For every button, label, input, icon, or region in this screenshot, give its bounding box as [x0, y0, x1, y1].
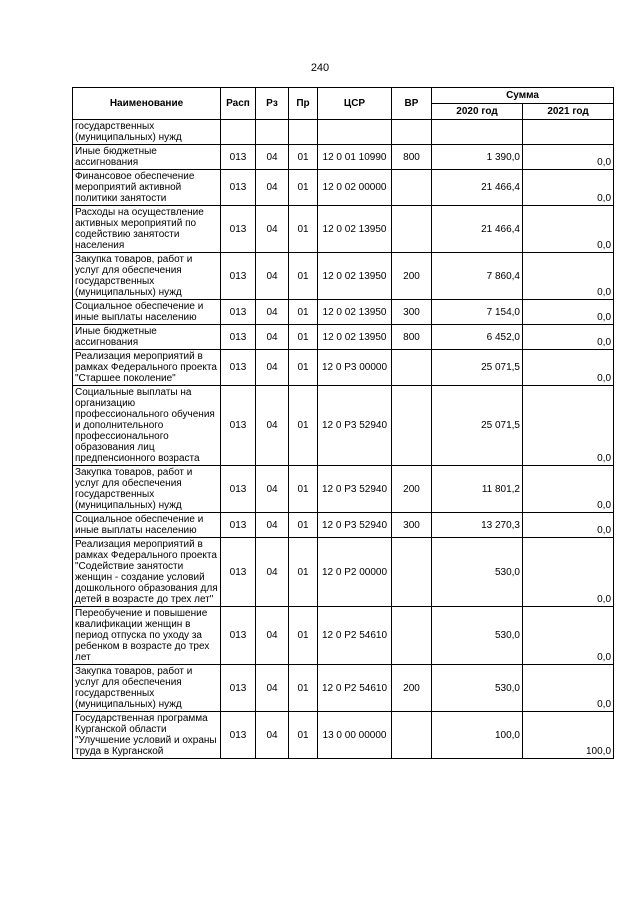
cell-rz: 04 [256, 538, 289, 607]
cell-vr [392, 170, 432, 206]
cell-2020: 11 801,2 [432, 466, 523, 513]
cell-csr [318, 120, 392, 145]
table-row [73, 253, 614, 300]
table-row [73, 206, 614, 253]
cell-name: Реализация мероприятий в рамках Федерального проекта "Содействие занятости женщин - создание условий дошкольного образования для детей в возрасте до трех лет" [73, 538, 221, 607]
cell-vr [392, 350, 432, 386]
cell-vr [392, 386, 432, 466]
cell-csr: 12 0 02 13950 [318, 325, 392, 350]
cell-pr: 01 [289, 712, 318, 759]
cell-rz: 04 [256, 300, 289, 325]
cell-2020: 530,0 [432, 607, 523, 665]
cell-2020: 21 466,4 [432, 170, 523, 206]
cell-pr: 01 [289, 466, 318, 513]
cell-2020: 530,0 [432, 665, 523, 712]
cell-2021: 0,0 [523, 325, 614, 350]
cell-csr: 12 0 01 10990 [318, 145, 392, 170]
cell-2020: 7 154,0 [432, 300, 523, 325]
header-rz: Рз [256, 88, 289, 120]
cell-2021: 0,0 [523, 145, 614, 170]
cell-pr: 01 [289, 665, 318, 712]
cell-name: Закупка товаров, работ и услуг для обеспечения государственных (муниципальных) нужд [73, 665, 221, 712]
cell-rz: 04 [256, 466, 289, 513]
cell-pr: 01 [289, 170, 318, 206]
table-row [73, 466, 614, 513]
cell-name: Социальные выплаты на организацию профессионального обучения и дополнительного профессионального образования лиц предпенсионного возраста [73, 386, 221, 466]
header-sum: Сумма [432, 88, 614, 104]
cell-csr: 12 0 P2 54610 [318, 607, 392, 665]
table-row [73, 538, 614, 607]
cell-rz: 04 [256, 513, 289, 538]
cell-2021: 0,0 [523, 350, 614, 386]
cell-rasp [221, 120, 256, 145]
cell-rz: 04 [256, 206, 289, 253]
cell-2021: 0,0 [523, 665, 614, 712]
cell-vr [392, 206, 432, 253]
cell-pr: 01 [289, 350, 318, 386]
cell-pr [289, 120, 318, 145]
cell-2020: 1 390,0 [432, 145, 523, 170]
cell-rasp: 013 [221, 253, 256, 300]
cell-csr: 12 0 P3 52940 [318, 513, 392, 538]
cell-rz: 04 [256, 607, 289, 665]
cell-2021: 0,0 [523, 170, 614, 206]
cell-rz: 04 [256, 145, 289, 170]
cell-name: Финансовое обеспечение мероприятий активной политики занятости [73, 170, 221, 206]
header-2021: 2021 год [523, 104, 614, 120]
cell-rasp: 013 [221, 665, 256, 712]
cell-rasp: 013 [221, 145, 256, 170]
cell-csr: 12 0 P3 52940 [318, 386, 392, 466]
cell-csr: 12 0 P2 00000 [318, 538, 392, 607]
cell-rasp: 013 [221, 607, 256, 665]
cell-name: Реализация мероприятий в рамках Федерального проекта "Старшее поколение" [73, 350, 221, 386]
cell-name: Закупка товаров, работ и услуг для обеспечения государственных (муниципальных) нужд [73, 253, 221, 300]
cell-name: Социальное обеспечение и иные выплаты населению [73, 300, 221, 325]
cell-pr: 01 [289, 386, 318, 466]
cell-rz: 04 [256, 386, 289, 466]
cell-vr: 200 [392, 466, 432, 513]
budget-table [72, 87, 614, 759]
cell-name: Расходы на осуществление активных мероприятий по содействию занятости населения [73, 206, 221, 253]
header-name: Наименование [73, 88, 221, 120]
table-row [73, 350, 614, 386]
cell-vr: 200 [392, 253, 432, 300]
table-row [73, 712, 614, 759]
cell-rz: 04 [256, 170, 289, 206]
cell-vr [392, 120, 432, 145]
cell-2021: 0,0 [523, 300, 614, 325]
cell-2021: 0,0 [523, 538, 614, 607]
table-row [73, 300, 614, 325]
cell-2021: 0,0 [523, 466, 614, 513]
table-row [73, 513, 614, 538]
page-number: 240 [310, 62, 330, 74]
cell-2020: 25 071,5 [432, 386, 523, 466]
cell-rasp: 013 [221, 386, 256, 466]
cell-2020: 100,0 [432, 712, 523, 759]
cell-name: Переобучение и повышение квалификации женщин в период отпуска по уходу за ребенком в возрасте до трех лет [73, 607, 221, 665]
cell-2021: 0,0 [523, 206, 614, 253]
cell-vr: 800 [392, 325, 432, 350]
cell-vr: 200 [392, 665, 432, 712]
cell-pr: 01 [289, 607, 318, 665]
cell-2020 [432, 120, 523, 145]
cell-rasp: 013 [221, 712, 256, 759]
header-2020: 2020 год [432, 104, 523, 120]
cell-pr: 01 [289, 145, 318, 170]
cell-rasp: 013 [221, 538, 256, 607]
cell-csr: 12 0 02 13950 [318, 300, 392, 325]
cell-pr: 01 [289, 300, 318, 325]
cell-rz: 04 [256, 253, 289, 300]
cell-csr: 12 0 P3 52940 [318, 466, 392, 513]
cell-csr: 12 0 P2 54610 [318, 665, 392, 712]
cell-pr: 01 [289, 253, 318, 300]
cell-vr [392, 607, 432, 665]
cell-rz: 04 [256, 350, 289, 386]
table-row [73, 386, 614, 466]
cell-rasp: 013 [221, 206, 256, 253]
table-row [73, 120, 614, 145]
cell-name: Закупка товаров, работ и услуг для обеспечения государственных (муниципальных) нужд [73, 466, 221, 513]
cell-vr: 300 [392, 513, 432, 538]
table-row [73, 325, 614, 350]
cell-2021: 0,0 [523, 513, 614, 538]
header-csr: ЦСР [318, 88, 392, 120]
table-row [73, 665, 614, 712]
cell-2021: 0,0 [523, 253, 614, 300]
cell-name: Иные бюджетные ассигнования [73, 145, 221, 170]
cell-rz: 04 [256, 665, 289, 712]
cell-name: государственных (муниципальных) нужд [73, 120, 221, 145]
table-row [73, 145, 614, 170]
cell-vr [392, 712, 432, 759]
cell-csr: 12 0 02 00000 [318, 170, 392, 206]
header-vr: ВР [392, 88, 432, 120]
cell-vr: 300 [392, 300, 432, 325]
cell-rz: 04 [256, 712, 289, 759]
cell-rz [256, 120, 289, 145]
cell-pr: 01 [289, 325, 318, 350]
cell-2020: 6 452,0 [432, 325, 523, 350]
header-pr: Пр [289, 88, 318, 120]
cell-2021: 0,0 [523, 386, 614, 466]
cell-rz: 04 [256, 325, 289, 350]
cell-pr: 01 [289, 206, 318, 253]
cell-csr: 12 0 02 13950 [318, 206, 392, 253]
cell-2021 [523, 120, 614, 145]
cell-csr: 12 0 P3 00000 [318, 350, 392, 386]
cell-pr: 01 [289, 538, 318, 607]
cell-2021: 0,0 [523, 607, 614, 665]
cell-rasp: 013 [221, 325, 256, 350]
cell-name: Иные бюджетные ассигнования [73, 325, 221, 350]
cell-name: Социальное обеспечение и иные выплаты населению [73, 513, 221, 538]
cell-rasp: 013 [221, 513, 256, 538]
cell-2020: 25 071,5 [432, 350, 523, 386]
table-row [73, 170, 614, 206]
cell-2020: 530,0 [432, 538, 523, 607]
cell-rasp: 013 [221, 170, 256, 206]
cell-rasp: 013 [221, 350, 256, 386]
cell-csr: 13 0 00 00000 [318, 712, 392, 759]
cell-rasp: 013 [221, 466, 256, 513]
cell-2020: 7 860,4 [432, 253, 523, 300]
cell-vr: 800 [392, 145, 432, 170]
header-rasp: Расп [221, 88, 256, 120]
cell-vr [392, 538, 432, 607]
cell-2021: 100,0 [523, 712, 614, 759]
cell-2020: 13 270,3 [432, 513, 523, 538]
cell-2020: 21 466,4 [432, 206, 523, 253]
table-body [73, 120, 614, 759]
table-row [73, 607, 614, 665]
cell-pr: 01 [289, 513, 318, 538]
cell-rasp: 013 [221, 300, 256, 325]
cell-csr: 12 0 02 13950 [318, 253, 392, 300]
cell-name: Государственная программа Курганской области "Улучшение условий и охраны труда в Курганской [73, 712, 221, 759]
